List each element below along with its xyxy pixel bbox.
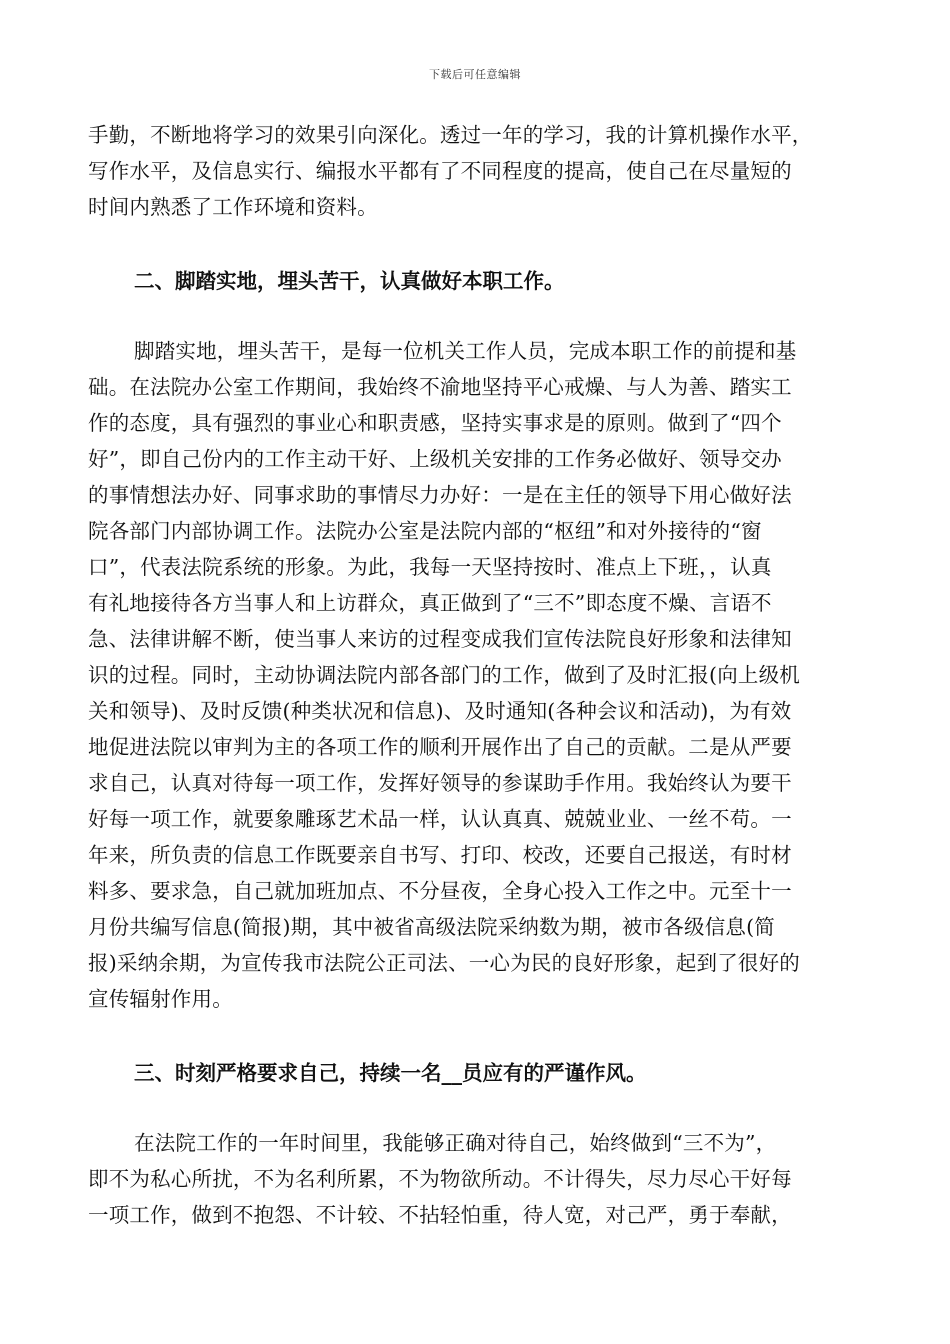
paragraph-line: 一项工作，做到不抱怨、不计较、不拈轻怕重，待人宽，对己严，勇于奉献， <box>88 1203 792 1227</box>
section-heading: 二、脚踏实地，埋头苦干，认真做好本职工作。 <box>134 269 565 293</box>
paragraph-line: 地促进法院以审判为主的各项工作的顺利开展作出了自己的贡献。二是从严要 <box>88 735 792 759</box>
spacer <box>88 1017 858 1055</box>
paragraph-line: 作的态度，具有强烈的事业心和职责感，坚持实事求是的原则。做到了“四个 <box>88 411 782 435</box>
paragraph-line: 急、法律讲解不断，使当事人来访的过程变成我们宣传法院良好形象和法律知 <box>88 627 792 651</box>
paragraph-line: 识的过程。同时，主动协调法院内部各部门的工作，做到了及时汇报(向上级机 <box>88 663 800 687</box>
section1-tail <box>88 117 858 225</box>
paragraph-line: 年来，所负责的信息工作既要亲自书写、打印、校改，还要自己报送，有时材 <box>88 843 792 867</box>
paragraph-line: 求自己，认真对待每一项工作，发挥好领导的参谋助手作用。我始终认为要干 <box>88 771 792 795</box>
paragraph-line: 好每一项工作，就要象雕琢艺术品一样，认认真真、兢兢业业、一丝不苟。一 <box>88 807 792 831</box>
paragraph-line: 的事情想法办好、同事求助的事情尽力办好：一是在主任的领导下用心做好法 <box>88 483 792 507</box>
spacer <box>88 1091 858 1125</box>
paragraph-line: 手勤，不断地将学习的效果引向深化。透过一年的学习，我的计算机操作水平， <box>88 123 813 147</box>
document-body <box>88 117 858 1233</box>
spacer <box>88 299 858 333</box>
paragraph-line: 有礼地接待各方当事人和上访群众，真正做到了“三不”即态度不燥、言语不 <box>88 591 772 615</box>
paragraph-line: 脚踏实地，埋头苦干，是每一位机关工作人员，完成本职工作的前提和基 <box>134 339 797 363</box>
section-heading: 三、时刻严格要求自己，持续一名__员应有的严谨作风。 <box>134 1061 647 1085</box>
header-note: 下载后可任意编辑 <box>429 68 521 81</box>
paragraph-line: 报)采纳余期，为宣传我市法院公正司法、一心为民的良好形象，起到了很好的 <box>88 951 800 975</box>
paragraph-line: 关和领导)、及时反馈(种类状况和信息)、及时通知(各种会议和活动)，为有效 <box>88 699 792 723</box>
paragraph-line: 即不为私心所扰，不为名利所累，不为物欲所动。不计得失，尽力尽心干好每 <box>88 1167 792 1191</box>
paragraph-line: 好”，即自己份内的工作主动干好、上级机关安排的工作务必做好、领导交办 <box>88 447 782 471</box>
section2 <box>88 263 858 1017</box>
paragraph-line: 宣传辐射作用。 <box>88 987 233 1011</box>
paragraph-line: 月份共编写信息(简报)期，其中被省高级法院采纳数为期，被市各级信息(简 <box>88 915 775 939</box>
paragraph-line: 口”，代表法院系统的形象。为此，我每一天坚持按时、准点上下班，，认真 <box>88 555 772 579</box>
paragraph-line: 料多、要求急，自己就加班加点、不分昼夜，全身心投入工作之中。元至十一 <box>88 879 792 903</box>
paragraph-line: 在法院工作的一年时间里，我能够正确对待自己，始终做到“三不为”， <box>134 1131 777 1155</box>
paragraph-line: 院各部门内部协调工作。法院办公室是法院内部的“枢纽”和对外接待的“窗 <box>88 519 762 543</box>
paragraph-line: 础。在法院办公室工作期间，我始终不渝地坚持平心戒燥、与人为善、踏实工 <box>88 375 792 399</box>
spacer <box>88 225 858 263</box>
section3 <box>88 1055 858 1233</box>
paragraph-line: 时间内熟悉了工作环境和资料。 <box>88 195 378 219</box>
paragraph-line: 写作水平，及信息实行、编报水平都有了不同程度的提高，使自己在尽量短的 <box>88 159 792 183</box>
